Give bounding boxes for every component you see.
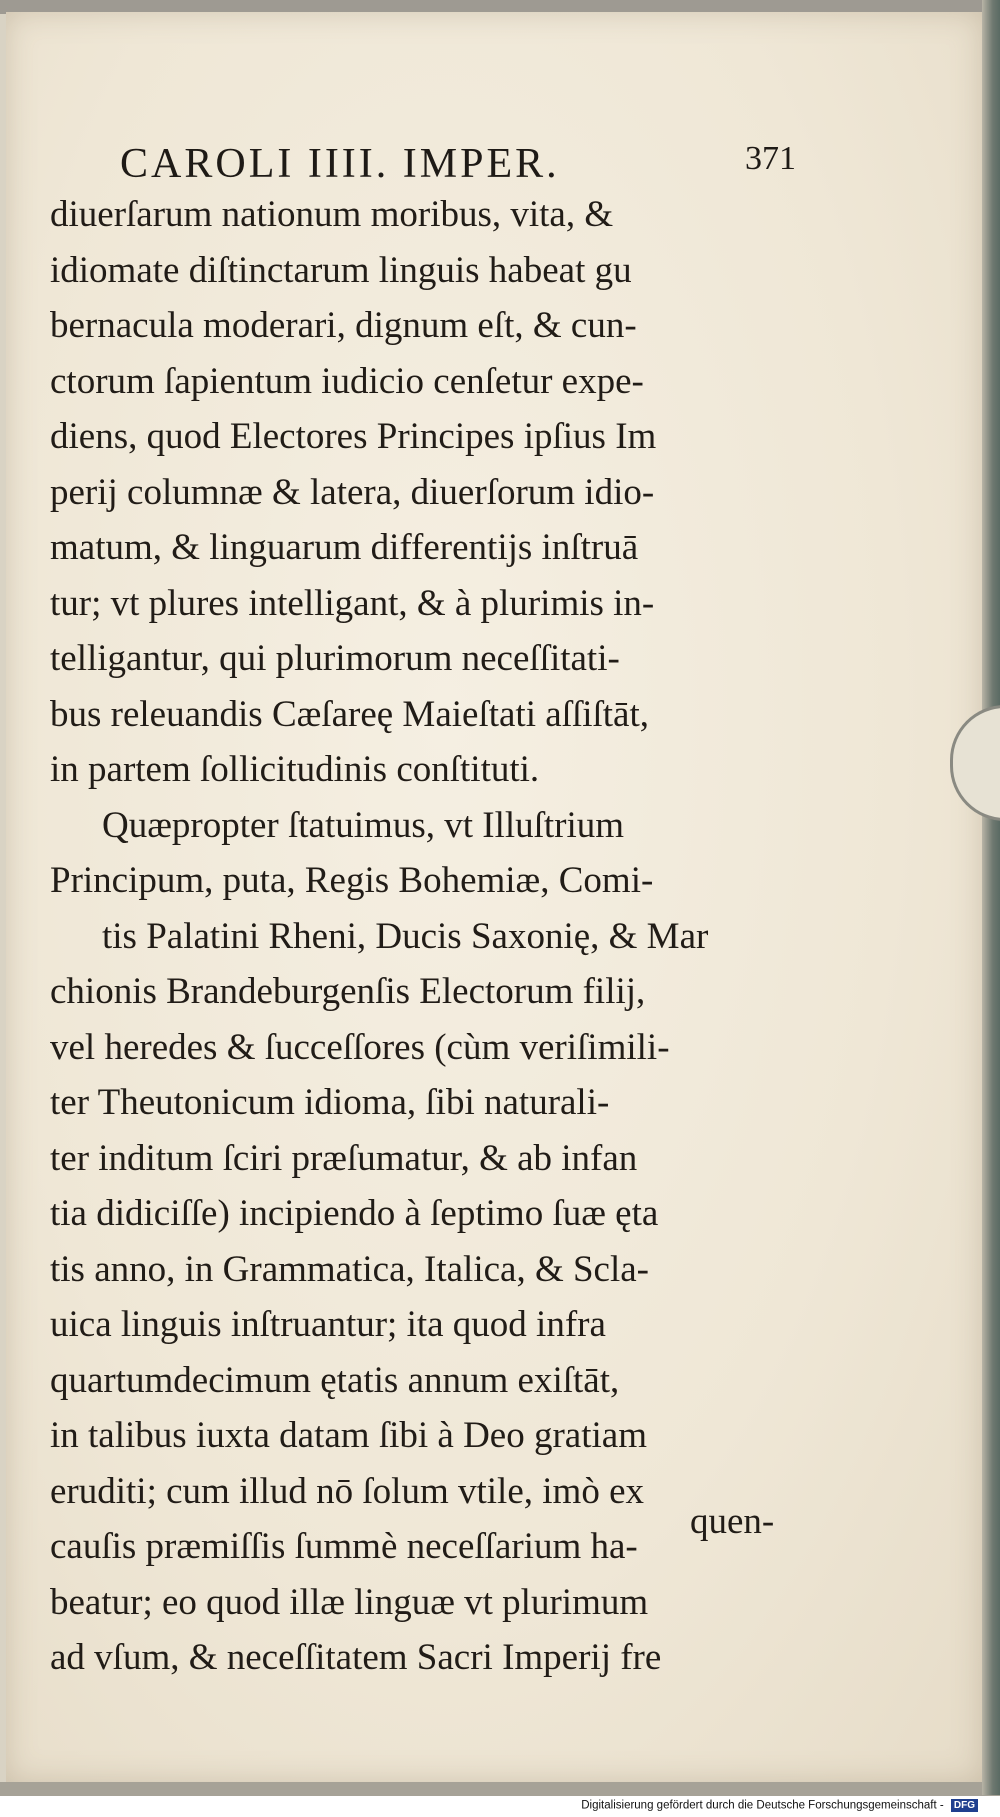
catchword: quen- [690, 1501, 775, 1542]
text-line: ctorum ſapientum iudicio cenſetur expe- [50, 360, 644, 402]
body-text [50, 187, 800, 1686]
text-line: cauſis præmiſſis ſummè neceſſarium ha- [50, 1526, 638, 1567]
text-line: tis Palatini Rheni, Ducis Saxonię, & Mar [102, 915, 709, 957]
text-line: ter Theutonicum idioma, ſibi naturali- [50, 1082, 610, 1123]
running-title: CAROLI IIII. IMPER. [120, 141, 560, 187]
digitization-credit [581, 1799, 978, 1812]
text-line: uica linguis inſtruantur; ita quod infra [50, 1304, 606, 1345]
text-line: bus releuandis Cæſareę Maieſtati aſſiſtāt, [50, 693, 650, 735]
page-bottom-edge [0, 1782, 1000, 1796]
text-line: quartumdecimum ętatis annum exiſtāt, [50, 1359, 620, 1401]
text-line: Principum, puta, Regis Bohemiæ, Comi- [50, 860, 654, 901]
page-number: 371 [745, 140, 796, 177]
text-line: tia didiciſſe) incipiendo à ſeptimo ſuæ ęta [50, 1193, 659, 1234]
text-line: in talibus iuxta datam ſibi à Deo gratiam [50, 1415, 647, 1456]
text-line: beatur; eo quod illæ linguæ vt plurimum [50, 1581, 649, 1623]
text-line: telligantur, qui plurimorum neceſſitati- [50, 638, 620, 679]
text-line: tur; vt plures intelligant, & à plurimis in- [50, 582, 655, 624]
paragraph-start-line: Quæpropter ſtatuimus, vt Illuſtrium [102, 804, 625, 846]
text-line: tis anno, in Grammatica, Italica, & Scla- [50, 1248, 649, 1290]
text-line: ad vſum, & neceſſitatem Sacri Imperij fre [50, 1637, 662, 1678]
text-line: perij columnæ & latera, diuerſorum idio- [50, 471, 655, 513]
text-line: ter inditum ſciri præſumatur, & ab infan [50, 1137, 638, 1179]
text-line: bernacula moderari, dignum eſt, & cun- [50, 305, 637, 346]
text-line: matum, & linguarum differentijs inſtruā [50, 527, 639, 568]
text-line: vel heredes & ſucceſſores (cùm veriſimili- [50, 1026, 670, 1068]
book-edge [982, 0, 1000, 1795]
text-line: diuerſarum nationum moribus, vita, & [50, 194, 614, 235]
text-line: eruditi; cum illud nō ſolum vtile, imò ex [50, 1470, 644, 1512]
dfg-logo: DFG [951, 1799, 978, 1812]
text-line: diens, quod Electores Principes ipſius Im [50, 416, 657, 457]
text-line: chionis Brandeburgenſis Electorum filij, [50, 971, 646, 1012]
text-line: idiomate diſtinctarum linguis habeat gu [50, 249, 632, 291]
text-line: in partem ſollicitudinis conſtituti. [50, 749, 540, 790]
credit-text: Digitalisierung gefördert durch die Deutsche Forschungsgemeinschaft - [581, 1799, 944, 1812]
